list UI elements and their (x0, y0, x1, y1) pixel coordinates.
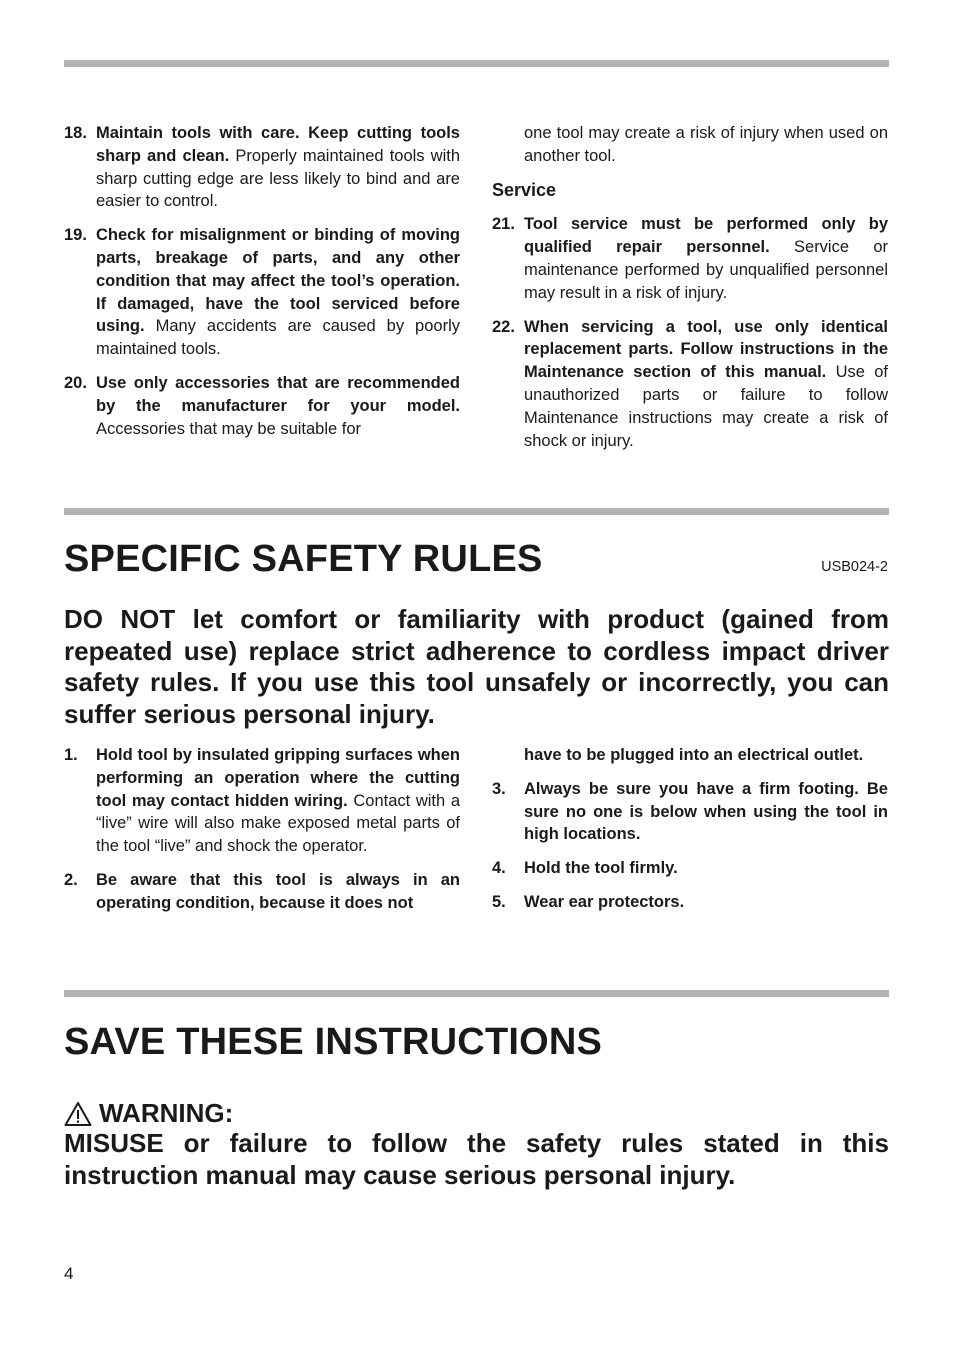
item-continuation: one tool may create a risk of injury when used on another tool. (524, 124, 888, 165)
rule-item (492, 891, 888, 914)
item-number: 21. (492, 215, 515, 234)
rule-item (64, 744, 460, 858)
item-number: 18. (64, 124, 87, 142)
rule-item (492, 316, 888, 453)
item-number: 2. (64, 870, 78, 889)
section-rule (64, 990, 889, 997)
specific-rules-right-column (492, 744, 888, 925)
rule-item (492, 857, 888, 880)
specific-safety-lead: DO NOT let comfort or familiarity with product (gained from repeated use) replace strict adherence to cordless impact driver safety rules. If you use this tool unsafely or incorrectly, you can suffer serious personal injury. (64, 604, 889, 729)
top-rule (64, 60, 889, 67)
rule-item (64, 869, 460, 915)
item-text: Check for misalignment or binding of moving parts, breakage of parts, and any other condition that may affect the tool’s operation. If damaged, have the tool serviced before using. Many accidents are caused by poorly maintained tools. (96, 226, 460, 359)
item-text: Maintain tools with care. Keep cutting tools sharp and clean. Properly maintained tools with sharp cutting edge are less likely to bind and are easier to control. (96, 124, 460, 211)
warning-label: WARNING: (99, 1098, 234, 1128)
general-rules-left-column (64, 122, 460, 451)
document-code: USB024-2 (821, 559, 888, 575)
item-text: Wear ear protectors. (524, 892, 685, 911)
item-text: Tool service must be performed only by qualified repair personnel. Service or maintenance performed by unqualified personnel may result in a risk of injury. (524, 215, 888, 302)
item-text: Be aware that this tool is always in an operating condition, because it does not (96, 870, 460, 912)
service-heading: Service (492, 179, 557, 200)
item-text: Hold the tool firmly. (524, 859, 678, 878)
item-number: 22. (492, 317, 515, 336)
rule-item (64, 224, 460, 361)
warning-triangle-icon (64, 1101, 92, 1127)
item-number: 1. (64, 746, 78, 764)
specific-rules-left-column (64, 744, 460, 926)
item-number: 3. (492, 779, 506, 798)
section-rule (64, 508, 889, 515)
rule-item (492, 778, 888, 846)
item-text: When servicing a tool, use only identical replacement parts. Follow instructions in the Maintenance section of this manual. Use of unauthorized parts or failure to follow Maintenance instructions may create a risk of shock or injury. (524, 317, 888, 450)
item-number: 19. (64, 226, 87, 245)
item-number: 4. (492, 859, 506, 878)
item-text: Use only accessories that are recommended by the manufacturer for your model. Accessories that may be suitable for (96, 373, 460, 438)
specific-safety-title: SPECIFIC SAFETY RULES (64, 538, 543, 580)
item-number: 20. (64, 373, 87, 392)
rule-item (64, 122, 460, 213)
item-text: Always be sure you have a firm footing. Be sure no one is below when using the tool in high locations. (524, 779, 888, 844)
save-instructions-title: SAVE THESE INSTRUCTIONS (64, 1021, 603, 1063)
item-text: Hold tool by insulated gripping surfaces when performing an operation where the cutting tool may contact hidden wiring. Contact with a “live” wire will also make exposed metal parts of the tool “live” and shock the operator. (96, 746, 460, 856)
page-number: 4 (64, 1264, 74, 1283)
item-continuation: have to be plugged into an electrical outlet. (524, 746, 864, 764)
item-number: 5. (492, 892, 506, 911)
warning-heading (64, 1098, 233, 1129)
rule-item (492, 213, 888, 304)
warning-text: MISUSE or failure to follow the safety rules stated in this instruction manual may cause serious personal injury. (64, 1128, 889, 1190)
rule-item (64, 372, 460, 440)
general-rules-right-column (492, 122, 888, 463)
